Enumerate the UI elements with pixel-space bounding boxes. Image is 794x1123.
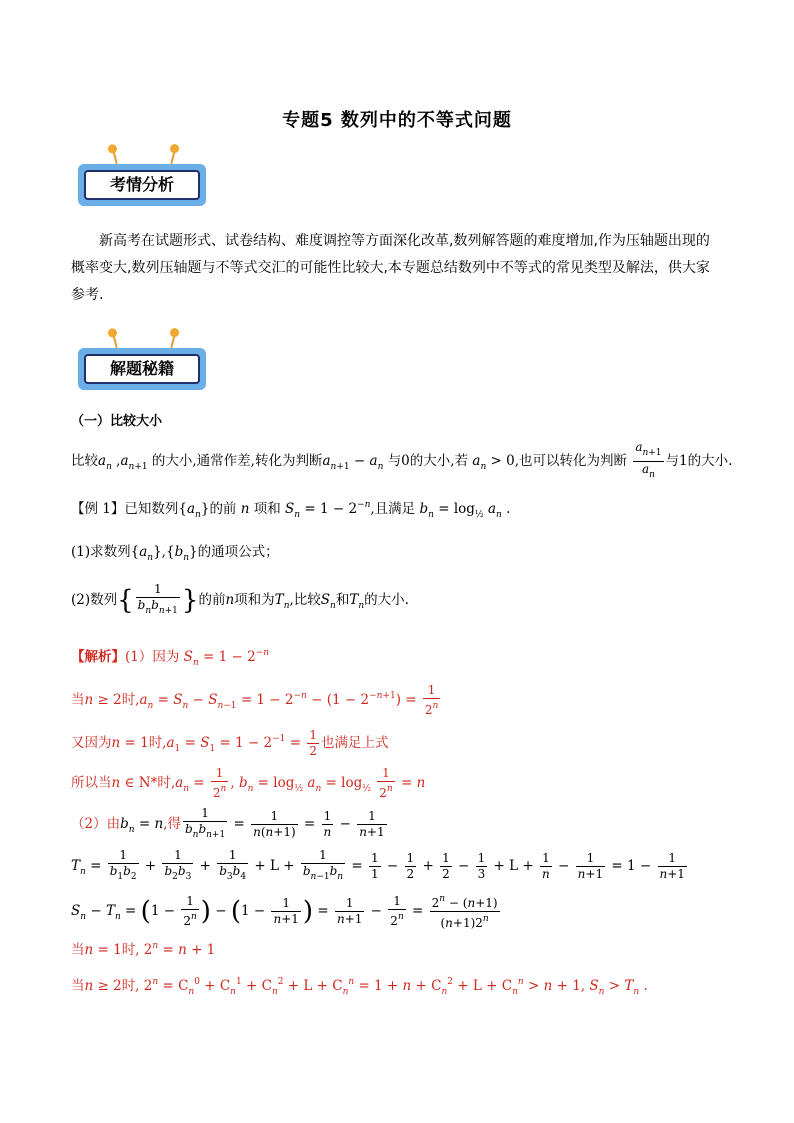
section-badge-tips bbox=[78, 340, 208, 384]
solution-text-3b: 时, bbox=[148, 735, 167, 751]
intro-paragraph: 新高考在试题形式、试卷结构、难度调控等方面深化改革,数列解答题的难度增加,作为压轴题出现的概率变大,数列压轴题与不等式交汇的可能性比较大,本专题总结数列中不等式的常见类型及解法，供大家参考. bbox=[71, 233, 710, 303]
compare-line: 比较$a_n$ $,a_{n+1}$ 的大小,通常作差,转化为判断$a_{n+1} - a_n$ 与0的大小,若 $a_n > 0$,也可以转化为判断 $\frac{a_{n+1}}{a_n}$ 与1的大小. bbox=[71, 440, 733, 480]
compare-text-1: 比较 bbox=[71, 453, 98, 469]
question-2-text-d: ,比较 bbox=[289, 592, 321, 608]
subsection-heading: （一）比较大小 bbox=[71, 414, 163, 429]
example-line: 【例 1】已知数列$\{a_n\}$的前 n 项和 $S_n = 1 - 2^{-n}$,且满足 $b_n = \log_{\frac{1}{2}} a_n$ . bbox=[71, 500, 511, 520]
question-1: (1)求数列$\{a_n\},\{b_n\}$的通项公式； bbox=[71, 544, 279, 563]
solution-line-9: 当n ≥ 2时, $2^n = C_n^0 + C_n^1 + C_n^2 + L + C_n^n = 1 + n + C_n^2 + L + C_n^n > n + 1$, $S_n > T_n$ . bbox=[71, 977, 648, 997]
question-2: (2)数列{ $\frac{1}{b_nb_{n+1}}$ }的前n项和为$T_n$,比较$S_n$和$T_n$的大小. bbox=[71, 582, 409, 616]
solution-line-8: 当n = 1时, $2^n = n + 1$ bbox=[71, 941, 216, 958]
question-2-text-b: 的前 bbox=[198, 592, 226, 608]
compare-text-3: 与0的大小,若 bbox=[387, 453, 469, 469]
question-1-text: (1)求数列 bbox=[71, 544, 131, 560]
question-2-text-c: 项和为 bbox=[234, 592, 275, 608]
solution-text-2: 当 bbox=[71, 692, 85, 708]
solution-text-4: 所以当 bbox=[71, 775, 112, 791]
antenna-right-icon bbox=[170, 150, 175, 164]
solution-text-8b: 时, bbox=[121, 942, 140, 958]
example-text-2: 项和 bbox=[253, 501, 281, 517]
solution-line-5: （2）由$b_n = n$,得 $\frac{1}{b_nb_{n+1}}$ = $\frac{1}{n(n+1)}$ = $\frac{1}{n}$ − $\frac{1}{n+1}$ bbox=[71, 806, 385, 840]
badge-label: 解题秘籍 bbox=[84, 354, 200, 384]
solution-line-3: 又因为n = 1时$,a_1 = S_1 = 1 - 2^{-1}$ = $\frac{1}{2}$ 也满足上式 bbox=[71, 728, 389, 758]
question-2-text-f: 的大小. bbox=[364, 592, 409, 608]
example-label: 【例 1】已知数列 bbox=[71, 501, 179, 517]
solution-text-9b: 时, bbox=[121, 978, 140, 994]
badge-label: 考情分析 bbox=[84, 170, 200, 200]
page-title: 专题5 数列中的不等式问题 bbox=[282, 110, 512, 131]
solution-line-1: 【解析】(1）因为 $S_n = 1 - 2^{-n}$ bbox=[71, 648, 270, 668]
compare-text-4: ,也可以转化为判断 bbox=[514, 453, 628, 469]
solution-text-5b: ,得 bbox=[163, 816, 181, 832]
solution-text-8: 当 bbox=[71, 942, 85, 958]
compare-text-5: 与1的大小. bbox=[665, 453, 733, 469]
solution-text-5: （2）由 bbox=[71, 816, 121, 832]
question-2-text-e: 和 bbox=[335, 592, 350, 608]
solution-text-3: 又因为 bbox=[71, 735, 112, 751]
antenna-left-icon bbox=[112, 334, 117, 348]
example-text-1: 的前 bbox=[209, 501, 237, 517]
solution-text-2b: 时, bbox=[121, 692, 140, 708]
solution-text-4b: 时, bbox=[157, 775, 176, 791]
solution-text-1: (1）因为 bbox=[125, 649, 180, 665]
solution-line-6: $T_n$ = $\frac{1}{b_1b_2}$ + $\frac{1}{b_2b_3}$ + $\frac{1}{b_3b_4}$ + L + $\frac{1}{b_{n-1}b_n}$ = $\frac{1}{1}$ − $\frac{1}{2}$ + $\frac{1}{2}$ − $\frac{1}{3}$ + L + $\frac{1}{n}$ − $\frac{1}{n+1}$ = 1 − $\frac{1}{n+1}$ bbox=[71, 848, 685, 882]
solution-text-3c: 也满足上式 bbox=[320, 735, 389, 751]
section-badge-analysis bbox=[78, 156, 208, 200]
example-text-3: ,且满足 bbox=[370, 501, 416, 517]
solution-line-2: 当n ≥ 2时$,a_n = S_n - S_{n-1} = 1 - 2^{-n} - (1 - 2^{-n+1})$ = $\frac{1}{2^n}$ bbox=[71, 683, 439, 717]
solution-line-4: 所以当n ∈ N*时$,a_n$ = $\frac{1}{2^n}$ , $b_n = \log_{\frac{1}{2}} a_n = \log_{\frac{1}{2}}$ $\frac{1}{2^n}$ = n bbox=[71, 766, 426, 800]
question-2-text: (2)数列 bbox=[71, 592, 118, 608]
solution-label: 【解析】 bbox=[71, 649, 125, 665]
solution-text-9: 当 bbox=[71, 978, 85, 994]
solution-line-7: $S_n - T_n = (1$ − $\frac{1}{2^n}$ ) − (1 − $\frac{1}{n+1}$ ) = $\frac{1}{n+1}$ − $\frac{1}{2^n}$ = $\frac{2^n - (n+1)}{(n+1)2^n}$ bbox=[71, 894, 498, 930]
antenna-right-icon bbox=[170, 334, 175, 348]
compare-text-2: 的大小,通常作差,转化为判断 bbox=[151, 453, 323, 469]
question-1-text-b: 的通项公式； bbox=[197, 544, 279, 560]
antenna-left-icon bbox=[112, 150, 117, 164]
